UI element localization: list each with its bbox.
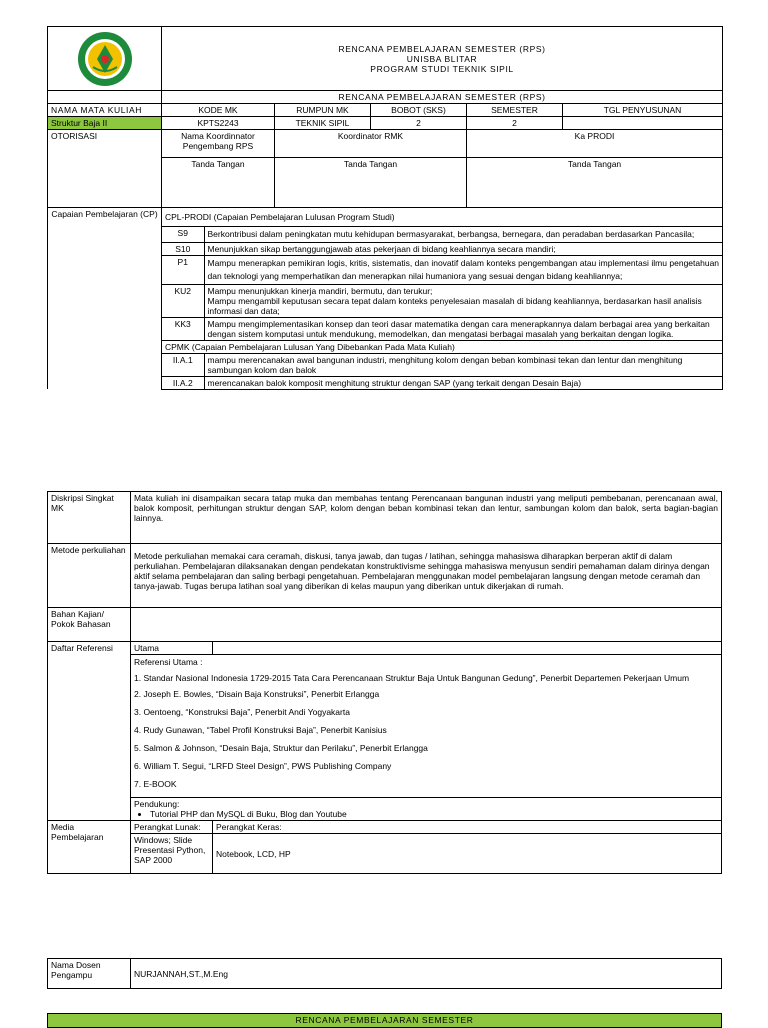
referensi-item: 7. E-BOOK	[134, 779, 177, 789]
media-lunak-label: Perangkat Lunak:	[131, 821, 213, 834]
cpl-text: Menunjukkan sikap bertanggungjawab atas pekerjaan di bidang keahliannya secara mandiri;	[204, 242, 722, 255]
bahan-text	[131, 608, 722, 642]
course-semester: 2	[467, 117, 563, 130]
cp-body	[162, 208, 723, 390]
col-nama: NAMA MATA KULIAH	[48, 104, 162, 117]
col-tgl: TGL PENYUSUNAN	[563, 104, 723, 117]
cp-label: Capaian Pembelajaran (CP)	[48, 208, 162, 390]
referensi-item: 6. William T. Segui, “LRFD Steel Design”, PWS Publishing Company	[134, 761, 392, 771]
cpmk-code: II.A.1	[162, 353, 204, 376]
cpl-text: Mampu mengimplementasikan konsep dan teori dasar matematika dengan cara menerapkannya dalam berbagai area yang berkaitan dengan sistem komputasi untuk mendukung, memodelkan, dan mengatasi berbagai masalah yang berkaitan dengan logika.	[204, 317, 722, 340]
university-seal-icon	[77, 31, 133, 87]
footer-title: RENCANA PEMBELAJARAN SEMESTER	[48, 1014, 722, 1028]
header-line3: PROGRAM STUDI TEKNIK SIPIL	[370, 63, 514, 74]
deskripsi-text: Mata kuliah ini disampaikan secara tatap muka dan membahas tentang Perencanaan bangunan industri yang meliputi pembebanan, perencanaan awal, balok komposit, perhitungan struktur dengan SAP, kolom dengan beban kombinasi tekan dan lentur, sambungan kolom dan balok, serta bagian-bagian lainnya.	[131, 492, 722, 544]
referensi-item: 2. Joseph E. Bowles, “Disain Baja Konstruksi”, Penerbit Erlangga	[134, 689, 380, 699]
cpl-code: S10	[162, 242, 204, 255]
cpl-text: Mampu menunjukkan kinerja mandiri, bermutu, dan terukur; Mampu mengambil keputusan secara tepat dalam konteks penyelesaian masalah di bidang keahliannya, berdasarkan hasil analisis informasi dan data;	[204, 284, 722, 317]
ttd-rmk: Tanda Tangan	[275, 158, 467, 208]
pendukung-item: • Tutorial PHP dan MySQL di Buku, Blog dan Youtube	[150, 809, 718, 819]
bahan-label: Bahan Kajian/ Pokok Bahasan	[48, 608, 131, 642]
rps-main-table	[47, 26, 723, 390]
col-bobot: BOBOT (SKS)	[371, 104, 467, 117]
col-semester: SEMESTER	[467, 104, 563, 117]
cpl-header: CPL-PRODI (Capaian Pembelajaran Lulusan Program Studi)	[162, 208, 722, 226]
koordinator-pengembang: Nama Koordinnator Pengembang RPS	[162, 130, 275, 158]
referensi-utama: Utama	[131, 642, 213, 655]
dosen-label: Nama Dosen Pengampu	[48, 959, 131, 989]
dosen-table	[47, 958, 722, 989]
cpmk-text: mampu merencanakan awal bangunan industri, menghitung kolom dengan beban kombinasi tekan dan lentur dan menghitung sambungan kolom dan balok	[204, 353, 722, 376]
referensi-item: 1. Standar Nasional Indonesia 1729-2015 Tata Cara Perencanaan Struktur Baja Untuk Bangunan Gedung”, Penerbit Departemen Pekerjaan Umum	[134, 673, 690, 683]
course-detail-table	[47, 491, 722, 874]
footer-table	[47, 1013, 722, 1028]
cpl-text: Berkontribusi dalam peningkatan mutu kehidupan bermasyarakat, berbangsa, bernegara, dan peradaban berdasarkan Pancasila;	[204, 226, 722, 242]
logo-cell	[48, 27, 162, 91]
referensi-utama-blank	[213, 642, 722, 655]
ka-prodi: Ka PRODI	[467, 130, 723, 158]
cpmk-text: merencanakan balok komposit menghitung struktur dengan SAP (yang terkait dengan Desain Baja)	[204, 376, 722, 389]
cp-inner-table	[162, 208, 722, 389]
header-block	[162, 27, 723, 91]
cpl-code: S9	[162, 226, 204, 242]
cpl-code: P1	[162, 255, 204, 284]
otorisasi-label: OTORISASI	[48, 130, 162, 208]
media-label: Media Pembelajaran	[48, 821, 131, 874]
header-line2: UNISBA BLITAR	[406, 53, 478, 64]
header-line1: RENCANA PEMBELAJARAN SEMESTER (RPS)	[338, 43, 546, 54]
course-kode: KPTS2243	[162, 117, 275, 130]
cpl-code: KK3	[162, 317, 204, 340]
referensi-item: 3. Oentoeng, “Konstruksi Baja”, Penerbit Andi Yogyakarta	[134, 707, 350, 717]
referensi-heading: Referensi Utama :	[134, 657, 203, 667]
cpl-code: KU2	[162, 284, 204, 317]
dosen-name: NURJANNAH,ST.,M.Eng	[131, 959, 722, 989]
referensi-item: 5. Salmon & Johnson, “Desain Baja, Struktur dan Perilaku”, Penerbit Erlangga	[134, 743, 428, 753]
ttd-kaprodi: Tanda Tangan	[467, 158, 723, 208]
ttd-pengembang: Tanda Tangan	[162, 158, 275, 208]
referensi-item: 4. Rudy Gunawan, “Tabel Profil Konstruksi Baja”, Penerbit Kanisius	[134, 725, 387, 735]
referensi-label: Daftar Referensi	[48, 642, 131, 821]
pendukung-label: Pendukung:	[134, 799, 180, 809]
course-rumpun: TEKNIK SIPIL	[275, 117, 371, 130]
pendukung-list	[134, 809, 718, 819]
course-bobot: 2	[371, 117, 467, 130]
cpmk-header: CPMK (Capaian Pembelajaran Lulusan Yang Dibebankan Pada Mata Kuliah)	[162, 340, 722, 353]
cpl-text: Mampu menerapkan pemikiran logis, kritis, sistematis, dan inovatif dalam konteks pengembangan atau implementasi ilmu pengetahuan dan teknologi yang memperhatikan dan menerapkan nilai humaniora yang sesuai dengan bidang keahliannya;	[204, 255, 722, 284]
media-keras-label: Perangkat Keras:	[213, 821, 722, 834]
blank-cell	[48, 91, 162, 104]
referensi-list	[131, 655, 722, 798]
deskripsi-label: Diskripsi Singkat MK	[48, 492, 131, 544]
media-keras: Notebook, LCD, HP	[213, 834, 722, 874]
media-lunak: Windows; Slide Presentasi Python, SAP 2000	[131, 834, 213, 874]
cpmk-code: II.A.2	[162, 376, 204, 389]
col-rumpun: RUMPUN MK	[275, 104, 371, 117]
metode-label: Metode perkuliahan	[48, 544, 131, 608]
koordinator-rmk: Koordinator RMK	[275, 130, 467, 158]
course-tgl	[563, 117, 723, 130]
metode-text: Metode perkuliahan memakai cara ceramah, diskusi, tanya jawab, dan tugas / latihan, sehingga mahasiswa diharapkan berperan aktif di dalam perkuliahan. Pembelajaran dilaksanakan dengan pendekatan konstruktivisme sehingga mahasiswa menyusun sendiri pemahaman dalam dirinya dengan aktif selama pembelajaran dan saling berbagi pengetahuan. Pembelajaran menggunakan model pembelajaran langsung dengan metode ceramah dan tanya-jawab. Tugas berupa latihan soal yang diberikan di kelas maupun yang diberikan untuk dikerjakan di rumah.	[131, 544, 722, 608]
col-kode: KODE MK	[162, 104, 275, 117]
referensi-pendukung	[131, 798, 722, 821]
course-nama: Struktur Baja II	[48, 117, 162, 130]
rps-title: RENCANA PEMBELAJARAN SEMESTER (RPS)	[162, 91, 723, 104]
